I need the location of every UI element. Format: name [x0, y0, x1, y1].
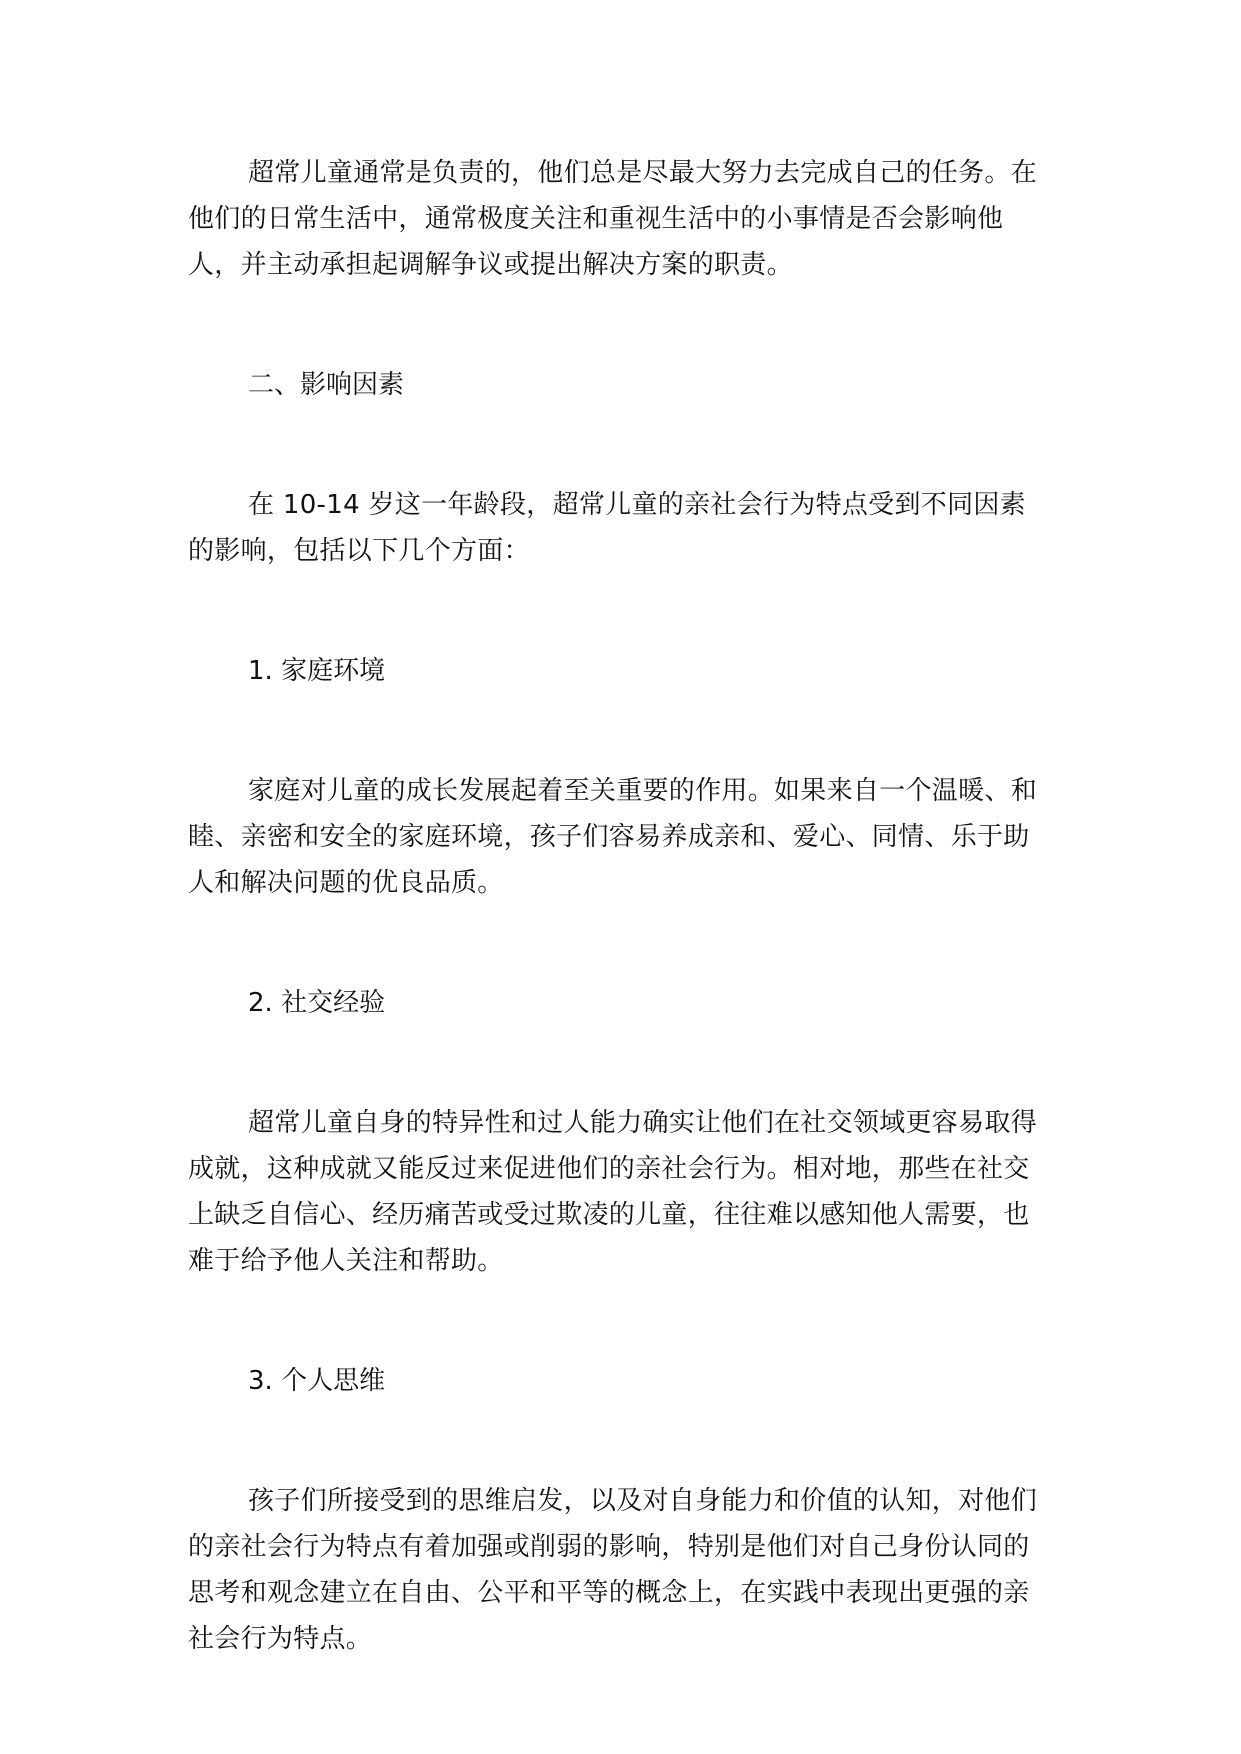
subheading-social-experience: 2. 社交经验	[248, 988, 386, 1018]
paragraph-factors-intro: 在 10-14 岁这一年龄段，超常儿童的亲社会行为特点受到不同因素的影响，包括以下几个方面：	[188, 490, 1026, 566]
paragraph-social-experience: 超常儿童自身的特异性和过人能力确实让他们在社交领域更容易取得成就，这种成就又能反过来促进他们的亲社会行为。相对地，那些在社交上缺乏自信心、经历痛苦或受过欺凌的儿童，往往难以感知他人需要，也难于给予他人关注和帮助。	[188, 1108, 1038, 1276]
subheading-personal-thinking: 3. 个人思维	[248, 1366, 386, 1396]
paragraph-family-environment: 家庭对儿童的成长发展起着至关重要的作用。如果来自一个温暖、和睦、亲密和安全的家庭环境，孩子们容易养成亲和、爱心、同情、乐于助人和解决问题的优良品质。	[188, 776, 1038, 898]
paragraph-responsibility: 超常儿童通常是负责的，他们总是尽最大努力去完成自己的任务。在他们的日常生活中，通常极度关注和重视生活中的小事情是否会影响他人，并主动承担起调解争议或提出解决方案的职责。	[188, 158, 1038, 280]
subheading-family-environment: 1. 家庭环境	[248, 656, 386, 686]
document-page	[188, 150, 1038, 1662]
section-heading-factors: 二、影响因素	[248, 370, 405, 400]
paragraph-personal-thinking: 孩子们所接受到的思维启发，以及对自身能力和价值的认知，对他们的亲社会行为特点有着加强或削弱的影响，特别是他们对自己身份认同的思考和观念建立在自由、公平和平等的概念上，在实践中表现出更强的亲社会行为特点。	[188, 1486, 1038, 1654]
